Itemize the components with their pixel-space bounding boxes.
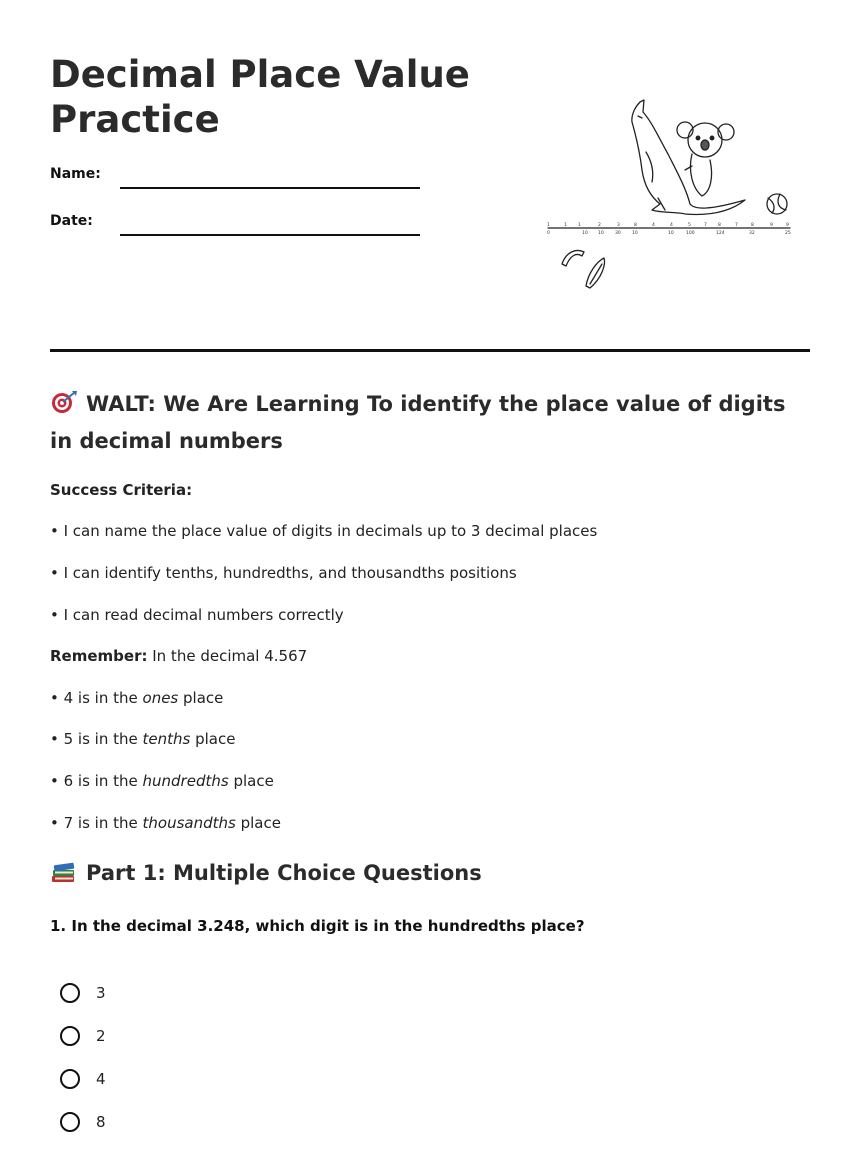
remember-item: • 5 is in the tenths place bbox=[50, 730, 236, 748]
svg-text:25: 25 bbox=[785, 231, 791, 236]
option-label: 4 bbox=[96, 1070, 106, 1088]
criteria-item: • I can identify tenths, hundredths, and thousandths positions bbox=[50, 564, 517, 582]
svg-text:2: 2 bbox=[598, 223, 601, 228]
option-4[interactable] bbox=[60, 1066, 106, 1092]
koala-icon bbox=[677, 122, 734, 196]
option-8[interactable] bbox=[60, 1109, 106, 1135]
kangaroo-icon bbox=[632, 100, 745, 214]
section-divider bbox=[50, 349, 810, 352]
svg-text:3: 3 bbox=[617, 223, 620, 228]
target-icon bbox=[50, 390, 78, 414]
remember-label: Remember: bbox=[50, 647, 148, 665]
date-field[interactable] bbox=[120, 234, 420, 236]
svg-text:30: 30 bbox=[615, 231, 621, 236]
svg-text:10: 10 bbox=[668, 231, 674, 236]
name-field[interactable] bbox=[120, 187, 420, 189]
option-label: 3 bbox=[96, 984, 106, 1002]
radio-button[interactable] bbox=[60, 1026, 80, 1046]
books-icon bbox=[50, 858, 78, 884]
ball-icon bbox=[767, 194, 787, 214]
remember-text: In the decimal 4.567 bbox=[147, 647, 308, 665]
animals-illustration bbox=[540, 92, 800, 292]
svg-text:10: 10 bbox=[598, 231, 604, 236]
svg-text:10: 10 bbox=[582, 231, 588, 236]
walt-text: WALT: We Are Learning To identify the place value of digits in decimal numbers bbox=[50, 392, 786, 453]
walt-heading bbox=[50, 386, 810, 460]
svg-text:124: 124 bbox=[716, 231, 725, 236]
option-3[interactable] bbox=[60, 980, 106, 1006]
criteria-item: • I can read decimal numbers correctly bbox=[50, 606, 344, 624]
radio-button[interactable] bbox=[60, 1112, 80, 1132]
radio-button[interactable] bbox=[60, 983, 80, 1003]
name-label: Name: bbox=[50, 166, 101, 182]
svg-text:8: 8 bbox=[751, 223, 754, 228]
svg-text:100: 100 bbox=[686, 231, 695, 236]
part1-text: Part 1: Multiple Choice Questions bbox=[86, 861, 482, 885]
remember-item: • 4 is in the ones place bbox=[50, 689, 224, 707]
option-label: 8 bbox=[96, 1113, 106, 1131]
date-label: Date: bbox=[50, 213, 93, 229]
part1-heading bbox=[50, 858, 482, 885]
svg-text:4: 4 bbox=[652, 223, 655, 228]
success-criteria-label: Success Criteria: bbox=[50, 481, 193, 499]
svg-text:4: 4 bbox=[670, 223, 673, 228]
svg-text:8: 8 bbox=[718, 223, 721, 228]
svg-text:1: 1 bbox=[547, 223, 550, 228]
svg-text:5: 5 bbox=[688, 223, 691, 228]
option-2[interactable] bbox=[60, 1023, 106, 1049]
boomerang-icon bbox=[562, 251, 584, 267]
remember-item: • 7 is in the thousandths place bbox=[50, 814, 281, 832]
svg-text:8: 8 bbox=[634, 223, 637, 228]
svg-text:9: 9 bbox=[786, 223, 789, 228]
svg-text:10: 10 bbox=[632, 231, 638, 236]
remember-item: • 6 is in the hundredths place bbox=[50, 772, 274, 790]
svg-text:1: 1 bbox=[564, 223, 567, 228]
svg-text:7: 7 bbox=[735, 223, 738, 228]
criteria-item: • I can name the place value of digits in decimals up to 3 decimal places bbox=[50, 522, 598, 540]
svg-text:1: 1 bbox=[578, 223, 581, 228]
page-title: Decimal Place Value Practice bbox=[50, 53, 470, 141]
surfboard-icon bbox=[586, 258, 604, 288]
svg-text:0: 0 bbox=[547, 231, 550, 236]
remember-line bbox=[50, 647, 307, 665]
question-1: 1. In the decimal 3.248, which digit is in the hundredths place? bbox=[50, 917, 585, 935]
svg-text:32: 32 bbox=[749, 231, 755, 236]
svg-text:7: 7 bbox=[704, 223, 707, 228]
option-label: 2 bbox=[96, 1027, 106, 1045]
radio-button[interactable] bbox=[60, 1069, 80, 1089]
svg-text:9: 9 bbox=[770, 223, 773, 228]
